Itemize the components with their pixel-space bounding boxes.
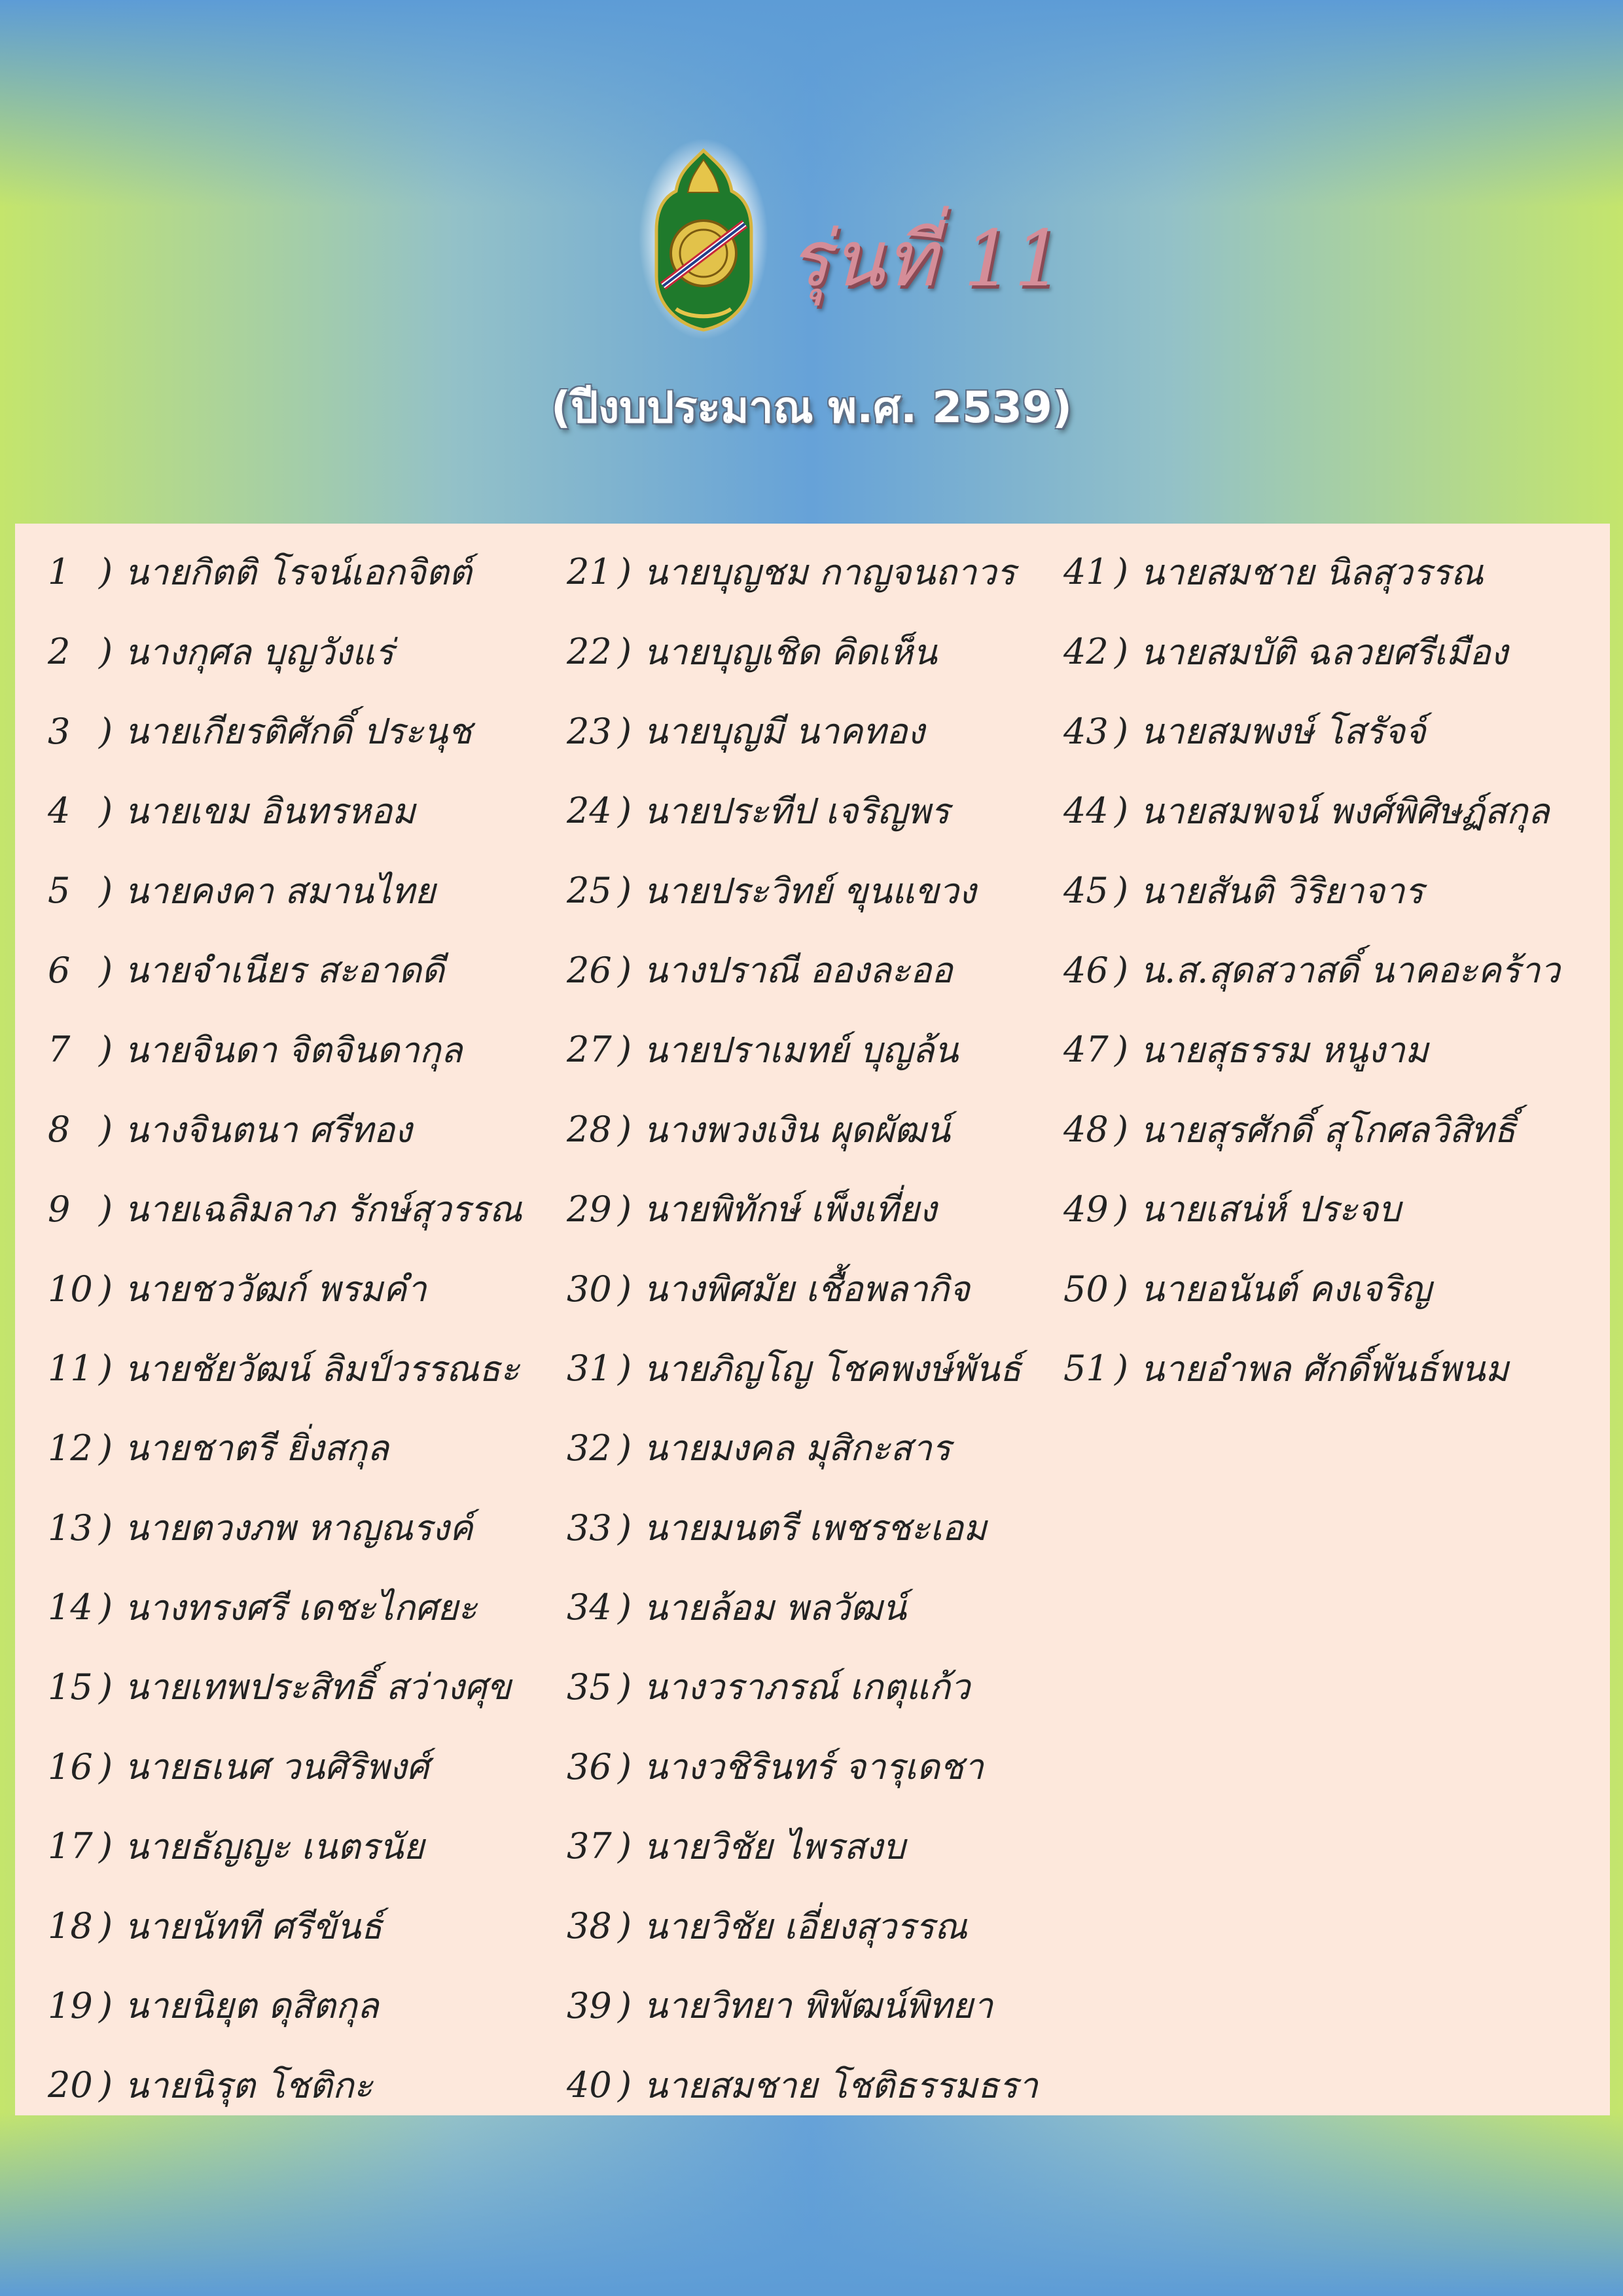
closing-paren: ) [99, 870, 113, 912]
closing-paren: ) [99, 710, 113, 752]
member-number: 27 [567, 1029, 612, 1071]
member-list-panel [15, 524, 1610, 2115]
closing-paren: ) [99, 1188, 113, 1230]
member-number: 15 [48, 1666, 93, 1708]
list-item [567, 1718, 1038, 1798]
closing-paren: ) [618, 1029, 632, 1071]
member-name: นายล้อม พลวัฒน์ [643, 1587, 906, 1628]
list-item [48, 1559, 522, 1639]
member-number: 31 [567, 1348, 612, 1390]
member-name: นายมนตรี เพชรชะเอม [643, 1507, 987, 1549]
member-name: นายเกียรติศักดิ์ ประนุช [124, 711, 472, 753]
member-number: 14 [48, 1587, 93, 1628]
member-name: นายวิชัย เอี่ยงสุวรรณ [643, 1905, 968, 1947]
closing-paren: ) [618, 2064, 632, 2106]
member-name: นายชัยวัฒน์ ลิมป์วรรณธะ [124, 1348, 520, 1390]
list-item [567, 1559, 1038, 1639]
list-item [48, 1957, 522, 2037]
member-number: 2 [48, 631, 71, 673]
list-item [1063, 1081, 1560, 1161]
member-number: 20 [48, 2064, 93, 2106]
member-name: น.ส.สุดสวาสดิ์ นาคอะคร้าว [1140, 950, 1560, 992]
list-item [567, 1957, 1038, 2037]
member-name: นายคงคา สมานไทย [124, 870, 436, 912]
member-number: 7 [48, 1029, 71, 1071]
closing-paren: ) [618, 870, 632, 912]
member-number: 42 [1063, 631, 1109, 673]
member-name: นายวิชัย ไพรสงบ [643, 1825, 906, 1867]
list-item [48, 1161, 522, 1241]
closing-paren: ) [618, 1348, 632, 1390]
member-name: นายมงคล มุสิกะสาร [643, 1427, 951, 1469]
member-name: นายนัทที ศรีขันธ์ [124, 1905, 383, 1947]
member-name: นางพิศมัย เชื้อพลากิจ [643, 1268, 970, 1310]
closing-paren: ) [618, 1109, 632, 1151]
member-name: นางปราณี อองละออ [643, 950, 953, 992]
member-number: 30 [567, 1268, 612, 1310]
list-item [48, 1320, 522, 1400]
member-name: นายเฉลิมลาภ รักษ์สุวรรณ [124, 1189, 522, 1230]
closing-paren: ) [1115, 1188, 1129, 1230]
member-name: นางกุศล บุญวังแร่ [124, 631, 394, 673]
closing-paren: ) [618, 1427, 632, 1469]
list-item [1063, 922, 1560, 1001]
member-number: 6 [48, 949, 71, 991]
list-item [567, 2037, 1038, 2117]
closing-paren: ) [99, 1666, 113, 1708]
member-name: นายปราเมทย์ บุญล้น [643, 1029, 959, 1071]
member-number: 11 [48, 1348, 93, 1390]
member-number: 36 [567, 1746, 612, 1787]
list-item [48, 1718, 522, 1798]
member-name: นางจินตนา ศรีทอง [124, 1109, 412, 1151]
member-number: 21 [567, 551, 612, 593]
list-item [48, 603, 522, 683]
closing-paren: ) [618, 1746, 632, 1787]
member-number: 19 [48, 1984, 93, 2026]
member-number: 5 [48, 870, 71, 912]
member-name: นายบุญเชิด คิดเห็น [643, 631, 937, 673]
list-item [567, 1798, 1038, 1878]
closing-paren: ) [1115, 870, 1129, 912]
member-name: นายสมพงษ์ โสรัจจ์ [1140, 711, 1426, 753]
list-item [1063, 842, 1560, 922]
list-item [567, 1639, 1038, 1719]
member-name: นายประวิทย์ ขุนแขวง [643, 870, 976, 912]
list-item [48, 1400, 522, 1480]
closing-paren: ) [618, 949, 632, 991]
member-name: นายสมพจน์ พงศ์พิศิษฏ์สกุล [1140, 790, 1550, 832]
member-name: นางทรงศรี เดชะไกศยะ [124, 1587, 478, 1628]
list-item [567, 683, 1038, 762]
member-number: 18 [48, 1905, 93, 1947]
closing-paren: ) [618, 1507, 632, 1549]
class-title: รุ่นที่ 11 [789, 213, 1065, 304]
list-item [48, 1798, 522, 1878]
closing-paren: ) [99, 1507, 113, 1549]
list-item [48, 762, 522, 842]
closing-paren: ) [99, 1825, 113, 1867]
member-number: 12 [48, 1427, 93, 1469]
list-item [48, 1878, 522, 1958]
closing-paren: ) [99, 1746, 113, 1787]
list-item [1063, 1001, 1560, 1081]
member-number: 9 [48, 1188, 71, 1230]
list-item [567, 1400, 1038, 1480]
closing-paren: ) [618, 790, 632, 832]
member-number: 46 [1063, 949, 1109, 991]
closing-paren: ) [618, 1587, 632, 1628]
list-item [48, 1240, 522, 1320]
list-item [1063, 1240, 1560, 1320]
member-number: 16 [48, 1746, 93, 1787]
list-item [567, 524, 1038, 603]
member-name: นายประทีป เจริญพร [643, 790, 950, 832]
member-name: นางวชิรินทร์ จารุเดชา [643, 1746, 984, 1788]
closing-paren: ) [1115, 1268, 1129, 1310]
member-number: 10 [48, 1268, 93, 1310]
member-name: นายชววัฒก์ พรมคำ [124, 1268, 427, 1310]
member-name: นายจำเนียร สะอาดดี [124, 950, 444, 992]
member-name: นายจินดา จิตจินดากุล [124, 1029, 463, 1071]
list-item [567, 1161, 1038, 1241]
member-name: นายพิทักษ์ เพ็งเที่ยง [643, 1189, 937, 1230]
list-item [567, 1001, 1038, 1081]
member-number: 4 [48, 790, 71, 832]
closing-paren: ) [1115, 790, 1129, 832]
closing-paren: ) [99, 2064, 113, 2106]
list-item [567, 1320, 1038, 1400]
member-name: นายกิตติ โรจน์เอกจิตต์ [124, 551, 472, 593]
list-item [48, 842, 522, 922]
closing-paren: ) [99, 1109, 113, 1151]
member-number: 51 [1063, 1348, 1109, 1390]
closing-paren: ) [1115, 631, 1129, 673]
member-number: 41 [1063, 551, 1109, 593]
member-name: นายนิยุต ดุสิตกุล [124, 1985, 379, 2027]
member-number: 47 [1063, 1029, 1109, 1071]
list-item [1063, 762, 1560, 842]
member-number: 25 [567, 870, 612, 912]
page-header [0, 0, 1623, 524]
list-item [48, 922, 522, 1001]
member-number: 32 [567, 1427, 612, 1469]
member-number: 45 [1063, 870, 1109, 912]
list-item [1063, 524, 1560, 603]
member-name: นายธเนศ วนศิริพงศ์ [124, 1746, 429, 1788]
member-name: นายสันติ วิริยาจาร [1140, 870, 1424, 912]
closing-paren: ) [99, 1268, 113, 1310]
list-item [48, 1001, 522, 1081]
school-emblem-icon [638, 137, 769, 340]
member-number: 17 [48, 1825, 93, 1867]
closing-paren: ) [1115, 1109, 1129, 1151]
list-item [1063, 1320, 1560, 1400]
closing-paren: ) [1115, 949, 1129, 991]
member-name: นายสมชาย นิลสุวรรณ [1140, 551, 1484, 593]
member-name: นายบุญชม กาญจนถาวร [643, 551, 1016, 593]
list-item [48, 683, 522, 762]
member-number: 1 [48, 551, 71, 593]
member-column-1 [48, 524, 522, 2117]
member-number: 3 [48, 710, 71, 752]
closing-paren: ) [618, 1825, 632, 1867]
list-item [48, 1081, 522, 1161]
member-number: 50 [1063, 1268, 1109, 1310]
closing-paren: ) [1115, 710, 1129, 752]
member-name: นายอำพล ศักดิ์พันธ์พนม [1140, 1348, 1509, 1390]
closing-paren: ) [99, 790, 113, 832]
member-number: 48 [1063, 1109, 1109, 1151]
list-item [1063, 1161, 1560, 1241]
member-name: นายธัญญะ เนตรนัย [124, 1825, 425, 1867]
member-name: นายนิรุต โชติกะ [124, 2064, 373, 2106]
member-name: นายสุรศักดิ์ สุโกศลวิสิทธิ์ [1140, 1109, 1516, 1151]
list-item [567, 1479, 1038, 1559]
member-column-2 [567, 524, 1038, 2117]
member-number: 33 [567, 1507, 612, 1549]
closing-paren: ) [618, 1268, 632, 1310]
list-item [567, 922, 1038, 1001]
member-name: นายตวงภพ หาญณรงค์ [124, 1507, 473, 1549]
member-number: 8 [48, 1109, 71, 1151]
member-name: นายเสน่ห์ ประจบ [1140, 1189, 1401, 1230]
closing-paren: ) [618, 1984, 632, 2026]
member-name: นายภิญโญ โชคพงษ์พันธ์ [643, 1348, 1022, 1390]
member-number: 26 [567, 949, 612, 991]
closing-paren: ) [99, 631, 113, 673]
member-number: 22 [567, 631, 612, 673]
member-name: นายสมบัติ ฉลวยศรีเมือง [1140, 631, 1508, 673]
closing-paren: ) [618, 551, 632, 593]
closing-paren: ) [99, 1029, 113, 1071]
member-number: 44 [1063, 790, 1109, 832]
closing-paren: ) [1115, 1029, 1129, 1071]
member-number: 39 [567, 1984, 612, 2026]
member-number: 23 [567, 710, 612, 752]
closing-paren: ) [99, 1587, 113, 1628]
member-name: นายวิทยา พิพัฒน์พิทยา [643, 1985, 993, 2027]
list-item [1063, 603, 1560, 683]
member-number: 29 [567, 1188, 612, 1230]
list-item [567, 1878, 1038, 1958]
member-number: 13 [48, 1507, 93, 1549]
member-column-3 [1063, 524, 1560, 1400]
emblem-graphic [650, 145, 758, 335]
closing-paren: ) [618, 631, 632, 673]
member-name: นายชาตรี ยิ่งสกุล [124, 1427, 389, 1469]
member-number: 49 [1063, 1188, 1109, 1230]
member-number: 24 [567, 790, 612, 832]
list-item [48, 1639, 522, 1719]
fiscal-year-subtitle: (ปีงบประมาณ พ.ศ. 2539) [550, 382, 1073, 433]
member-name: นายสุธรรม หนูงาม [1140, 1029, 1429, 1071]
list-item [567, 603, 1038, 683]
closing-paren: ) [99, 949, 113, 991]
member-number: 35 [567, 1666, 612, 1708]
member-number: 37 [567, 1825, 612, 1867]
list-item [48, 2037, 522, 2117]
member-name: นางพวงเงิน ผุดผัฒน์ [643, 1109, 950, 1151]
member-name: นายเทพประสิทธิ์ สว่างศุข [124, 1666, 511, 1708]
list-item [567, 842, 1038, 922]
closing-paren: ) [99, 1348, 113, 1390]
member-number: 34 [567, 1587, 612, 1628]
closing-paren: ) [99, 1984, 113, 2026]
list-item [1063, 683, 1560, 762]
list-item [567, 762, 1038, 842]
member-name: นางวราภรณ์ เกตุแก้ว [643, 1666, 971, 1708]
member-name: นายสมชาย โชติธรรมธรา [643, 2064, 1038, 2106]
closing-paren: ) [618, 710, 632, 752]
member-number: 28 [567, 1109, 612, 1151]
closing-paren: ) [99, 1905, 113, 1947]
member-number: 40 [567, 2064, 612, 2106]
list-item [567, 1240, 1038, 1320]
closing-paren: ) [618, 1666, 632, 1708]
closing-paren: ) [618, 1188, 632, 1230]
member-number: 43 [1063, 710, 1109, 752]
list-item [48, 1479, 522, 1559]
closing-paren: ) [99, 551, 113, 593]
member-number: 38 [567, 1905, 612, 1947]
member-name: นายบุญมี นาคทอง [643, 711, 925, 753]
closing-paren: ) [618, 1905, 632, 1947]
closing-paren: ) [1115, 551, 1129, 593]
member-name: นายอนันต์ คงเจริญ [1140, 1268, 1432, 1310]
list-item [48, 524, 522, 603]
member-name: นายเขม อินทรหอม [124, 790, 416, 832]
closing-paren: ) [99, 1427, 113, 1469]
list-item [567, 1081, 1038, 1161]
closing-paren: ) [1115, 1348, 1129, 1390]
